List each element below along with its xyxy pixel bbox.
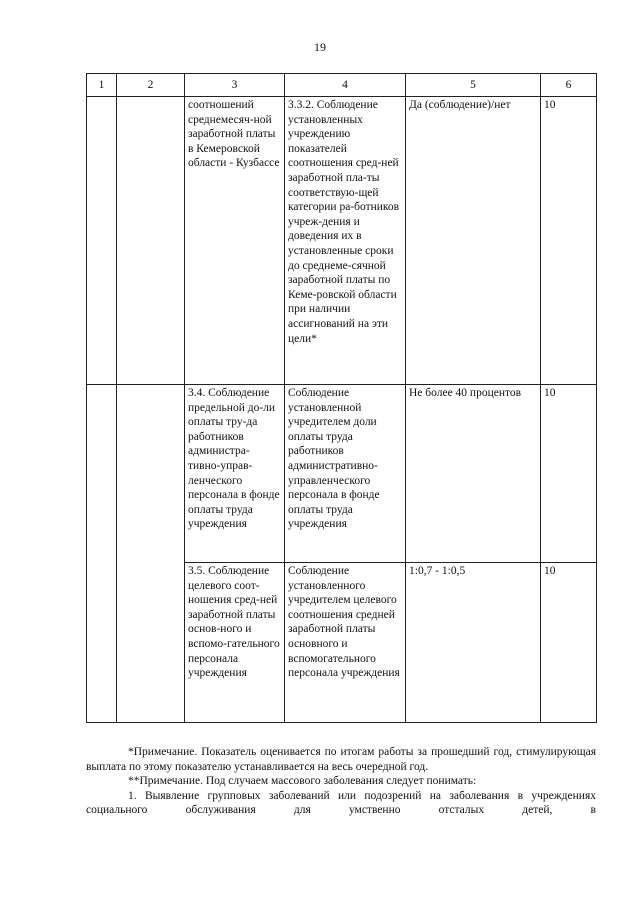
- table-cell-empty: [117, 385, 185, 723]
- criterion-cell: Соблюдение установленного учредителем целевого соотношения средней заработной платы основного и вспомогательного персонала учреждения: [285, 563, 406, 723]
- points-cell: 10: [541, 563, 597, 723]
- criterion-cell: 3.3.2. Соблюдение установленных учреждению показателей соотношения сред-ней заработной пла-ты соответствую-щей категории ра-ботников учреж-дения и доведения их в установленные сроки до среднеме-сячной заработной платы по Кеме-ровской области при наличии ассигнований на эти цели*: [285, 97, 406, 385]
- note-paragraph: *Примечание. Показатель оценивается по итогам работы за прошедший год, стимулирующая выплата по этому показателю устанавливается на весь очередной год.: [86, 746, 596, 773]
- condition-cell: Да (соблюдение)/нет: [406, 97, 541, 385]
- page-number: 19: [314, 40, 326, 54]
- criteria-table: [86, 73, 597, 723]
- indicator-name-cell: 3.4. Соблюдение предельной до-ли оплаты тру-да работников администра-тивно-управ-ленческого персонала в фонде оплаты труда учреждения: [185, 385, 285, 563]
- table-header-row: [87, 74, 597, 97]
- criterion-cell: Соблюдение установленной учредителем доли оплаты труда работников административно-управленческого персонала в фонде оплаты труда учреждения: [285, 385, 406, 563]
- column-header: 4: [285, 74, 406, 97]
- notes-section: [86, 745, 596, 818]
- table-row: [87, 97, 597, 385]
- column-header: 2: [117, 74, 185, 97]
- indicator-name-cell: соотношений среднемесяч-ной заработной платы в Кемеровской области - Кузбассе: [185, 97, 285, 385]
- points-cell: 10: [541, 385, 597, 563]
- column-header: 3: [185, 74, 285, 97]
- table-cell-empty: [117, 97, 185, 385]
- note-paragraph: **Примечание. Под случаем массового заболевания следует понимать:: [128, 775, 477, 787]
- column-header: 6: [541, 74, 597, 97]
- points-cell: 10: [541, 97, 597, 385]
- table-cell-empty: [87, 97, 117, 385]
- note-paragraph: 1. Выявление групповых заболеваний или подозрений на заболевания в учреждениях социального обслуживания для умственно отсталых детей, в: [86, 789, 596, 816]
- condition-cell: 1:0,7 - 1:0,5: [406, 563, 541, 723]
- column-header: 5: [406, 74, 541, 97]
- table-cell-empty: [87, 385, 117, 723]
- table-row: [87, 385, 597, 563]
- column-header: 1: [87, 74, 117, 97]
- indicator-name-cell: 3.5. Соблюдение целевого соот-ношения сред-ней заработной платы основ-ного и вспомо-гательного персонала учреждения: [185, 563, 285, 723]
- condition-cell: Не более 40 процентов: [406, 385, 541, 563]
